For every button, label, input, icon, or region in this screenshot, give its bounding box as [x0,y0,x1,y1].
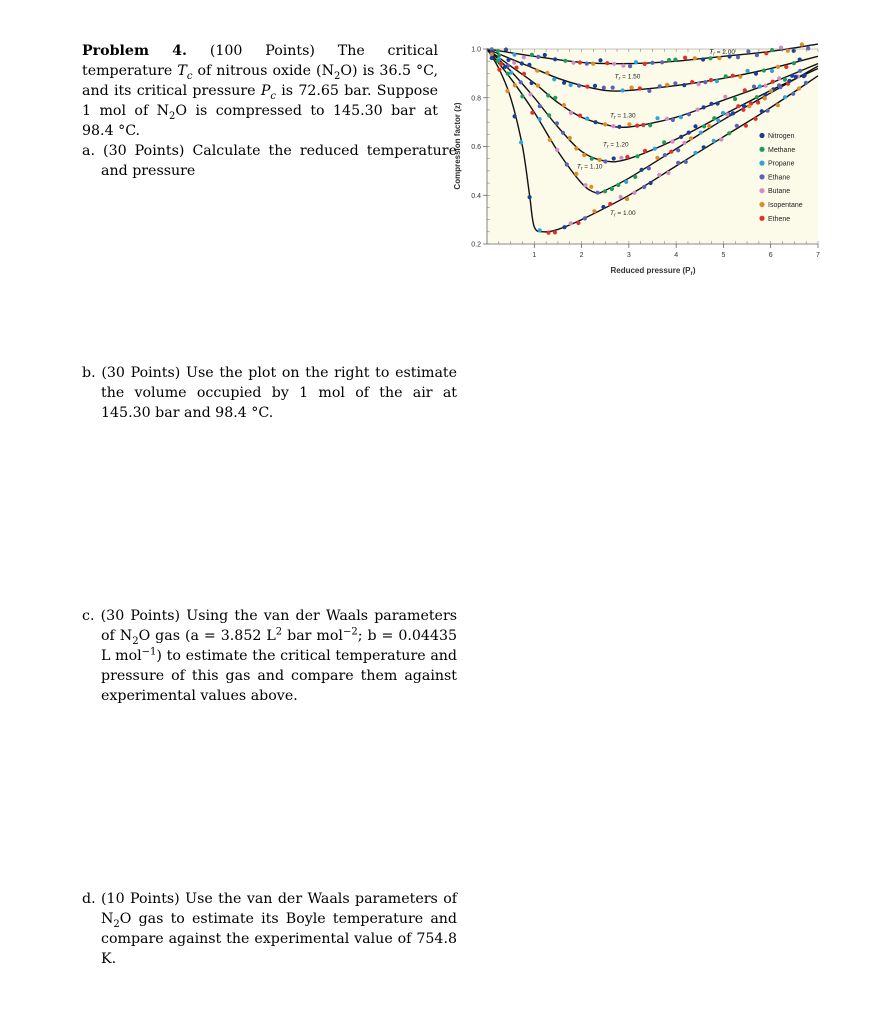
data-point [506,72,510,76]
data-point [602,86,606,90]
data-point [719,137,723,141]
part-c-text-2: O gas (a = 3.852 L [138,628,276,644]
data-point [547,113,551,117]
part-c-text-3: bar mol [282,628,343,644]
data-point [589,185,593,189]
data-point [709,102,713,106]
data-point [756,100,760,104]
isotherm-label: $T_r = 1.50$ [614,73,641,82]
data-point [619,156,623,160]
data-point [520,94,524,98]
isotherm-label: $T_r = 1.30$ [609,112,636,121]
data-point [738,75,742,79]
data-point [755,95,759,99]
data-point [522,55,526,59]
data-point [633,175,637,179]
data-point [787,79,791,83]
data-point [660,60,664,64]
tc-symbol: T [177,63,187,79]
data-point [608,202,612,206]
data-point [612,62,616,66]
data-point [643,62,647,66]
isotherm-label: $T_r = 1.00$ [609,209,636,219]
data-point [522,72,526,76]
part-d-text-1: (10 Points) Use the van der Waals parameters of N [101,891,458,927]
data-point [724,74,728,78]
legend-marker [759,147,764,152]
intro-text-5: O is compressed to 145.30 bar at 98.4 °C. [82,103,438,139]
data-point [689,136,693,140]
y-tick-label: 0.4 [471,192,481,200]
data-point [647,89,651,93]
data-point [712,116,716,120]
data-point [684,160,688,164]
x-tick-label: 7 [816,252,820,259]
data-point [490,52,494,56]
data-point [657,173,661,177]
part-b-text: (30 Points) Use the plot on the right to estimate the volume occupied by 1 mol of the air at 145.30 bar and 98.4 °C. [101,365,458,421]
data-point [562,81,566,85]
legend-marker [759,161,764,166]
data-point [702,145,706,149]
x-axis-label: Reduced pressure $(P_r)$ [610,266,696,277]
problem-intro [82,41,438,141]
data-point [563,59,567,63]
isotherm-label: $T_r = 1.20$ [602,141,629,150]
data-point [735,124,739,128]
data-point [650,61,654,65]
data-point [709,78,713,82]
legend-label: Propane [768,160,795,168]
data-point [514,66,518,70]
data-point [535,69,539,73]
data-point [621,64,625,68]
legend-label: Ethane [768,174,791,182]
data-point [569,221,573,225]
data-point [746,69,750,73]
data-point [565,162,569,166]
data-point [701,57,705,61]
part-c-sup-m2: −2 [342,626,358,638]
pc-sub: c [270,90,276,102]
data-point [640,168,644,172]
data-point [803,73,807,77]
data-point [555,121,559,125]
data-point [763,96,767,100]
data-point [764,84,768,88]
data-point [638,86,642,90]
data-point [536,55,540,59]
data-point [800,42,804,46]
data-point [552,77,556,81]
data-point [543,53,547,57]
data-point [792,49,796,53]
data-point [530,81,534,85]
data-point [743,88,747,92]
data-point [769,89,773,93]
data-point [741,108,745,112]
part-c-sub-2: 2 [132,635,139,647]
data-point [760,109,764,113]
data-point [797,86,801,90]
data-point [744,124,748,128]
data-point [725,112,729,116]
data-point [520,61,524,65]
data-point [574,146,578,150]
data-point [754,117,758,121]
data-point [603,122,607,126]
x-tick-label: 6 [768,252,773,259]
data-point [770,69,774,73]
data-point [497,68,501,72]
data-point [628,64,632,68]
data-point [496,49,500,53]
part-d-sub-2: 2 [113,918,120,930]
y-tick-label: 0.6 [471,144,481,151]
data-point [783,95,787,99]
data-point [506,58,510,62]
data-point [721,111,725,115]
data-point [519,80,523,84]
data-point [731,111,735,115]
part-c-sup-m1: −1 [141,646,157,658]
data-point [496,59,500,63]
data-point [794,75,798,79]
legend-label: Isopentane [768,202,803,209]
data-point [707,124,711,128]
data-point [578,114,582,118]
legend-marker [759,216,764,221]
data-point [503,65,507,69]
data-point [777,76,781,80]
data-point [690,80,694,84]
data-point [665,83,669,87]
problem-heading: Problem 4. [82,43,187,59]
data-point [527,63,531,67]
x-tick-label: 2 [579,252,584,259]
legend-marker [759,133,764,138]
data-point [530,53,534,57]
data-point [578,60,582,64]
data-point [497,53,501,57]
part-c-label: c. [82,608,95,624]
data-point [590,157,594,161]
data-point [671,140,675,144]
data-point [703,80,707,84]
data-point [798,69,802,73]
data-point [697,82,701,86]
data-point [798,58,802,62]
data-point [617,125,621,129]
data-point [596,191,600,195]
data-point [679,115,683,119]
part-c-sup-2: 2 [275,626,283,638]
legend-label: Methane [768,146,796,154]
intro-text-1: The critical temperature [82,43,438,79]
data-point [653,147,657,151]
data-point [601,205,605,209]
part-a-text: (30 Points) Calculate the reduced temperature and pressure [101,143,457,179]
data-point [627,122,631,126]
data-point [553,230,557,234]
data-point [676,148,680,152]
data-point [624,180,628,184]
data-point [791,92,795,96]
data-point [695,108,699,112]
data-point [783,78,787,82]
data-point [641,123,645,127]
data-point [504,48,508,52]
data-point [562,103,566,107]
data-point [762,68,766,72]
data-point [763,93,767,97]
data-point [530,111,534,115]
data-point [538,104,542,108]
data-point [621,88,625,92]
data-point [591,62,595,66]
data-point [693,56,697,60]
data-point [742,104,746,108]
n2o-sub: 2 [334,70,341,82]
data-point [583,216,587,220]
data-point [687,112,691,116]
data-point [635,124,639,128]
y-tick-label: 1.0 [471,46,481,54]
data-point [632,191,636,195]
data-point [546,93,550,97]
data-point [512,53,516,57]
data-point [611,86,615,90]
data-point [715,79,719,83]
data-point [536,84,540,88]
data-point [569,111,573,115]
data-point [538,117,542,121]
legend-marker [759,174,764,179]
x-tick-label: 1 [532,252,537,259]
data-point [662,140,666,144]
data-point [727,131,731,135]
data-point [553,96,557,100]
data-point [673,81,677,85]
isotherm-label: $T_r = 2.00$ [709,48,735,58]
data-point [553,57,557,61]
data-point [642,185,646,189]
data-point [702,105,706,109]
data-point [683,56,687,60]
data-point [666,171,670,175]
data-point [612,156,616,160]
data-point [634,60,638,64]
data-point [505,89,509,93]
data-point [723,95,727,99]
data-point [804,81,808,85]
data-point [545,71,549,75]
data-point [778,85,782,89]
data-point [682,141,686,145]
data-point [625,155,629,159]
data-point [687,131,691,135]
part-a [82,141,457,181]
data-point [806,46,810,50]
data-point [571,61,575,65]
data-point [548,138,552,142]
data-point [758,84,762,88]
y-tick-label: 0.8 [471,95,481,103]
data-point [625,197,629,201]
data-point [754,72,758,76]
data-point [568,136,572,140]
data-point [679,135,683,139]
data-point [569,83,573,87]
data-point [561,131,565,135]
part-d-label: d. [82,891,96,907]
data-point [513,114,517,118]
data-point [747,104,751,108]
data-point [755,53,759,57]
legend-marker [759,202,764,207]
data-point [603,159,607,163]
data-point [562,225,566,229]
x-tick-label: 5 [721,252,726,259]
part-d [82,889,457,969]
data-point [585,62,589,66]
data-point [699,131,703,135]
data-point [716,119,720,123]
data-point [655,116,659,120]
data-point [752,85,756,89]
data-point [619,195,623,199]
data-point [603,189,607,193]
data-point [490,56,494,60]
data-point [519,140,523,144]
data-point [574,172,578,176]
data-point [736,104,740,108]
data-point [786,49,790,53]
data-point [555,148,559,152]
intro-text-3: O) is 36.5 °C, and its critical pressure [82,63,439,99]
data-point [512,61,516,65]
data-point [598,158,602,162]
data-point [771,80,775,84]
tc-sub: c [186,70,193,82]
data-point [673,58,677,62]
data-point [792,61,796,65]
data-point [598,58,602,62]
problem-points: (100 Points) [209,43,315,59]
data-point [667,58,671,62]
part-c-text-4: ; b = 0.04435 L mol [101,628,458,664]
data-point [733,97,737,101]
legend-label: Nitrogen [768,133,795,140]
data-point [693,151,697,155]
x-tick-label: 4 [674,252,679,259]
data-point [513,83,517,87]
data-point [669,150,673,154]
data-point [712,139,716,143]
data-point [576,221,580,225]
data-point [736,55,740,59]
legend-marker [759,188,764,193]
part-c-text-1: (30 Points) Using the van der Waals parameters of N [100,608,458,644]
data-point [766,109,770,113]
data-point [655,156,659,160]
n2o-sub-2: 2 [169,110,176,122]
data-point [594,120,598,124]
data-point [663,153,667,157]
legend-label: Butane [768,188,791,196]
part-d-text-2: O gas to estimate its Boyle temperature and compare against the experimental value of 754.8 K. [101,911,457,967]
data-point [605,61,609,65]
data-point [499,62,503,66]
data-point [717,56,721,60]
data-point [611,124,615,128]
data-point [776,103,780,107]
data-point [616,183,620,187]
data-point [577,84,581,88]
data-point [528,195,532,199]
data-point [716,101,720,105]
data-point [790,74,794,78]
data-point [776,65,780,69]
data-point [610,187,614,191]
data-point [693,124,697,128]
part-c-text-5: ) to estimate the critical temperature and pressure of this gas and compare them against experimental values above. [101,648,458,704]
data-point [702,124,706,128]
data-point [764,51,768,55]
data-point [585,85,589,89]
isotherm-label: $T_r = 1.10$ [576,163,603,172]
data-point [658,84,662,88]
data-point [671,118,675,122]
intro-text-2: of nitrous oxide (N [197,63,334,79]
data-point [682,83,686,87]
part-b [82,363,457,423]
data-point [529,92,533,96]
data-point [648,123,652,127]
legend-label: Ethene [768,215,791,223]
x-tick-label: 3 [626,252,631,259]
data-point [538,228,542,232]
data-point [708,56,712,60]
y-tick-label: 0.2 [471,241,481,249]
y-axis-label: Compression factor (z) [453,102,462,190]
data-point [784,65,788,69]
data-point [583,183,587,187]
part-c [82,606,457,706]
data-point [731,74,735,78]
data-point [665,117,669,121]
data-point [647,166,651,170]
intro-text-4: is 72.65 bar. Suppose 1 mol of N [82,83,438,119]
data-point [676,161,680,165]
data-point [643,149,647,153]
data-point [593,84,597,88]
pc-symbol: P [260,83,271,99]
data-point [630,86,634,90]
data-point [592,209,596,213]
data-point [585,117,589,121]
compression-factor-chart [448,40,828,280]
data-point [546,231,550,235]
data-point [649,181,653,185]
part-b-label: b. [82,365,96,381]
data-point [635,154,639,158]
data-point [582,153,586,157]
part-a-label: a. [82,143,95,159]
